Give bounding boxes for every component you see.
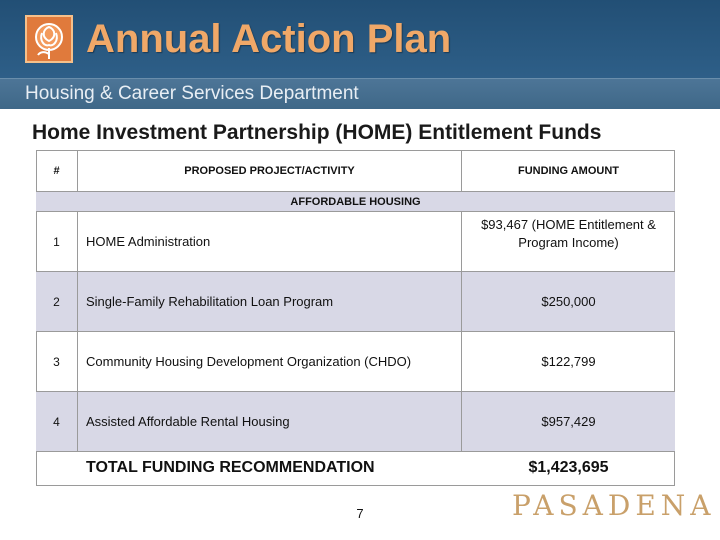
row-number: 4: [53, 414, 60, 429]
department-subtitle: Housing & Career Services Department: [25, 83, 359, 104]
section-heading: Home Investment Partnership (HOME) Entitlement Funds: [32, 121, 602, 144]
row-activity: Community Housing Development Organization (CHDO): [86, 354, 412, 369]
section-label: AFFORDABLE HOUSING: [290, 195, 421, 208]
column-header-activity: PROPOSED PROJECT/ACTIVITY: [184, 164, 355, 177]
total-amount: $1,423,695: [528, 459, 609, 476]
page-number: 7: [356, 506, 364, 521]
pasadena-logo: PASADENA: [512, 489, 716, 522]
row-activity: HOME Administration: [86, 234, 211, 249]
row-activity: Assisted Affordable Rental Housing: [86, 414, 290, 429]
table-vline: [77, 211, 78, 451]
page-title: Annual Action Plan: [86, 17, 452, 61]
column-header-number: #: [53, 164, 60, 177]
total-label: TOTAL FUNDING RECOMMENDATION: [86, 459, 375, 476]
row-number: 2: [53, 294, 60, 309]
row-amount: $122,799: [541, 354, 596, 369]
row-activity: Single-Family Rehabilitation Loan Program: [86, 294, 334, 309]
row-amount: $93,467 (HOME Entitlement & Program Income): [481, 217, 656, 250]
row-amount: $957,429: [541, 414, 596, 429]
row-number: 1: [53, 234, 60, 249]
rose-logo-icon: [25, 15, 73, 63]
row-number: 3: [53, 354, 60, 369]
row-amount: $250,000: [541, 294, 596, 309]
column-header-amount: FUNDING AMOUNT: [517, 164, 620, 177]
